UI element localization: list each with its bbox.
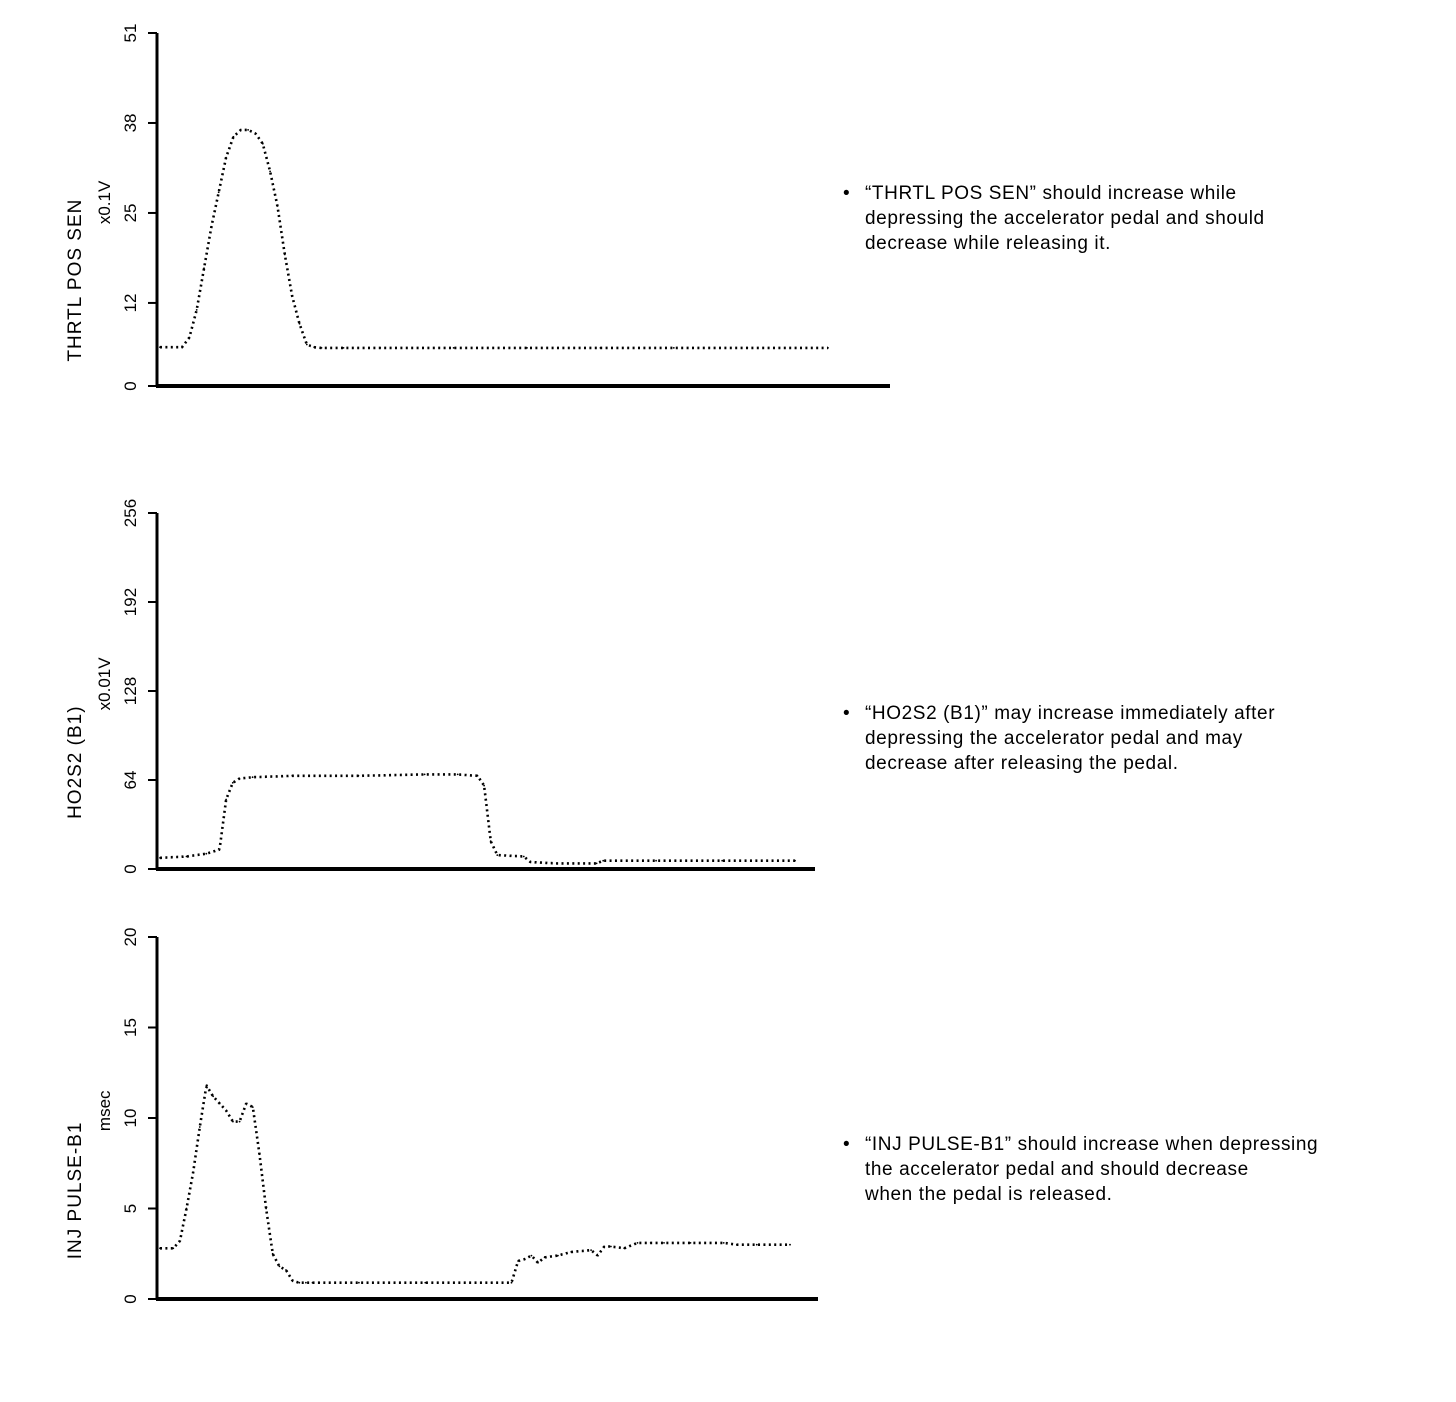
- data-point: [159, 346, 161, 348]
- data-point: [240, 129, 242, 131]
- data-point: [199, 1126, 201, 1128]
- data-point: [259, 1153, 261, 1155]
- data-point: [358, 1282, 360, 1284]
- y-tick-label: 15: [121, 1018, 140, 1037]
- data-point: [284, 254, 286, 256]
- y-tick-label: 256: [121, 498, 140, 528]
- data-point: [233, 136, 235, 138]
- data-point: [219, 1103, 221, 1105]
- data-point: [673, 347, 675, 349]
- series-line: [160, 1086, 790, 1282]
- data-point: [196, 309, 198, 311]
- data-point: [225, 1110, 227, 1112]
- series-line: [160, 774, 795, 863]
- data-point: [318, 1282, 320, 1284]
- data-point: [537, 1262, 539, 1264]
- data-point: [206, 1085, 208, 1087]
- data-point: [610, 1246, 612, 1248]
- note-line: decrease after releasing the pedal.: [865, 753, 1179, 774]
- data-point: [265, 1208, 267, 1210]
- data-point: [597, 1255, 599, 1257]
- data-point: [292, 1280, 294, 1282]
- data-point: [239, 778, 241, 780]
- data-point: [496, 854, 498, 856]
- note-bullet: •: [843, 1134, 851, 1155]
- y-tick-label: 51: [121, 23, 140, 43]
- data-point: [239, 1121, 241, 1123]
- data-point: [203, 267, 205, 269]
- note-line: “THRTL POS SEN” should increase while: [865, 183, 1237, 204]
- data-point: [269, 171, 271, 173]
- data-point: [723, 1242, 725, 1244]
- data-point: [557, 1255, 559, 1257]
- data-point: [457, 774, 459, 776]
- y-axis-unit: x0.01V: [95, 657, 114, 711]
- data-point: [424, 774, 426, 776]
- data-point: [736, 1244, 738, 1246]
- data-point: [232, 782, 234, 784]
- data-point: [602, 860, 604, 862]
- data-point: [746, 347, 748, 349]
- data-point: [181, 346, 183, 348]
- data-point: [358, 775, 360, 777]
- data-point: [245, 1103, 247, 1105]
- data-point: [247, 129, 249, 131]
- data-point: [590, 1249, 592, 1251]
- data-point: [477, 775, 479, 777]
- data-point: [517, 1260, 519, 1262]
- data-point: [530, 861, 532, 863]
- data-point: [172, 1247, 174, 1249]
- y-tick-label: 5: [121, 1203, 140, 1214]
- y-tick-label: 20: [121, 927, 140, 947]
- data-point: [179, 1240, 181, 1242]
- data-point: [637, 1242, 639, 1244]
- data-point: [277, 205, 279, 207]
- data-point: [523, 856, 525, 858]
- note-thrtl-pos-sen: [843, 181, 1363, 256]
- data-point: [490, 840, 492, 842]
- data-point: [219, 849, 221, 851]
- data-point: [306, 344, 308, 346]
- y-tick-label: 25: [121, 203, 140, 223]
- y-tick-label: 128: [121, 676, 140, 706]
- data-point: [827, 347, 829, 349]
- note-ho2s2-b1: [843, 701, 1363, 776]
- y-axis-label: HO2S2 (B1): [65, 705, 86, 819]
- y-axis-label: THRTL POS SEN: [65, 198, 86, 362]
- data-point: [544, 1257, 546, 1259]
- data-point: [343, 347, 345, 349]
- y-tick-label: 38: [121, 113, 140, 133]
- data-point: [262, 143, 264, 145]
- data-point: [526, 347, 528, 349]
- y-axis-unit: msec: [95, 1090, 114, 1132]
- data-point: [623, 1247, 625, 1249]
- data-point: [663, 1242, 665, 1244]
- data-point: [232, 1121, 234, 1123]
- data-point: [321, 347, 323, 349]
- note-bullet: •: [843, 703, 851, 724]
- data-point: [379, 347, 381, 349]
- y-tick-label: 12: [121, 293, 140, 313]
- note-bullet: •: [843, 183, 851, 204]
- note-line: when the pedal is released.: [865, 1184, 1113, 1205]
- data-point: [285, 1269, 287, 1271]
- data-point: [186, 1208, 188, 1210]
- data-point: [279, 1266, 281, 1268]
- chart-2: [65, 928, 818, 1304]
- data-point: [756, 1244, 758, 1246]
- data-point: [531, 1255, 533, 1257]
- data-point: [483, 785, 485, 787]
- note-line: “INJ PULSE-B1” should increase when depressing: [865, 1134, 1319, 1155]
- data-point: [596, 863, 598, 865]
- data-point: [690, 1242, 692, 1244]
- data-point: [305, 1282, 307, 1284]
- data-point: [186, 856, 188, 858]
- data-point: [252, 776, 254, 778]
- chart-1: [65, 499, 815, 874]
- data-point: [491, 1282, 493, 1284]
- y-axis-label: INJ PULSE-B1: [65, 1121, 86, 1260]
- data-point: [794, 860, 796, 862]
- data-point: [272, 1253, 274, 1255]
- note-inj-pulse-b1: [843, 1132, 1363, 1207]
- data-point: [159, 1247, 161, 1249]
- note-line: “HO2S2 (B1)” may increase immediately after: [865, 703, 1276, 724]
- data-point: [424, 1282, 426, 1284]
- data-point: [655, 860, 657, 862]
- y-tick-label: 0: [121, 381, 140, 391]
- data-point: [556, 863, 558, 865]
- data-point: [291, 295, 293, 297]
- note-line: decrease while releasing it.: [865, 233, 1111, 254]
- note-line: depressing the accelerator pedal and should: [865, 208, 1265, 229]
- data-point: [299, 323, 301, 325]
- data-point: [218, 191, 220, 193]
- data-point: [789, 1244, 791, 1246]
- series-line: [160, 130, 828, 348]
- data-point: [225, 157, 227, 159]
- note-line: the accelerator pedal and should decrease: [865, 1159, 1249, 1180]
- data-point: [313, 346, 315, 348]
- y-tick-label: 0: [121, 1294, 140, 1304]
- data-point: [252, 1106, 254, 1108]
- y-axis-unit: x0.1V: [95, 180, 114, 225]
- note-line: depressing the accelerator pedal and may: [865, 728, 1243, 749]
- data-point: [159, 857, 161, 859]
- data-point: [524, 1258, 526, 1260]
- data-point: [225, 799, 227, 801]
- data-point: [192, 1171, 194, 1173]
- y-tick-label: 192: [121, 587, 140, 617]
- data-point: [721, 860, 723, 862]
- data-point: [189, 337, 191, 339]
- data-point: [603, 1246, 605, 1248]
- data-point: [600, 347, 602, 349]
- chart-0: [65, 24, 890, 391]
- data-point: [511, 1282, 513, 1284]
- data-point: [312, 1282, 314, 1284]
- data-point: [298, 1282, 300, 1284]
- data-point: [205, 853, 207, 855]
- data-point: [291, 775, 293, 777]
- data-point: [212, 1095, 214, 1097]
- data-point: [255, 133, 257, 135]
- data-point: [570, 1251, 572, 1253]
- y-tick-label: 0: [121, 864, 140, 874]
- data-point: [211, 226, 213, 228]
- y-tick-label: 64: [121, 770, 140, 790]
- data-point: [453, 347, 455, 349]
- data-point: [650, 1242, 652, 1244]
- y-tick-label: 10: [121, 1108, 140, 1128]
